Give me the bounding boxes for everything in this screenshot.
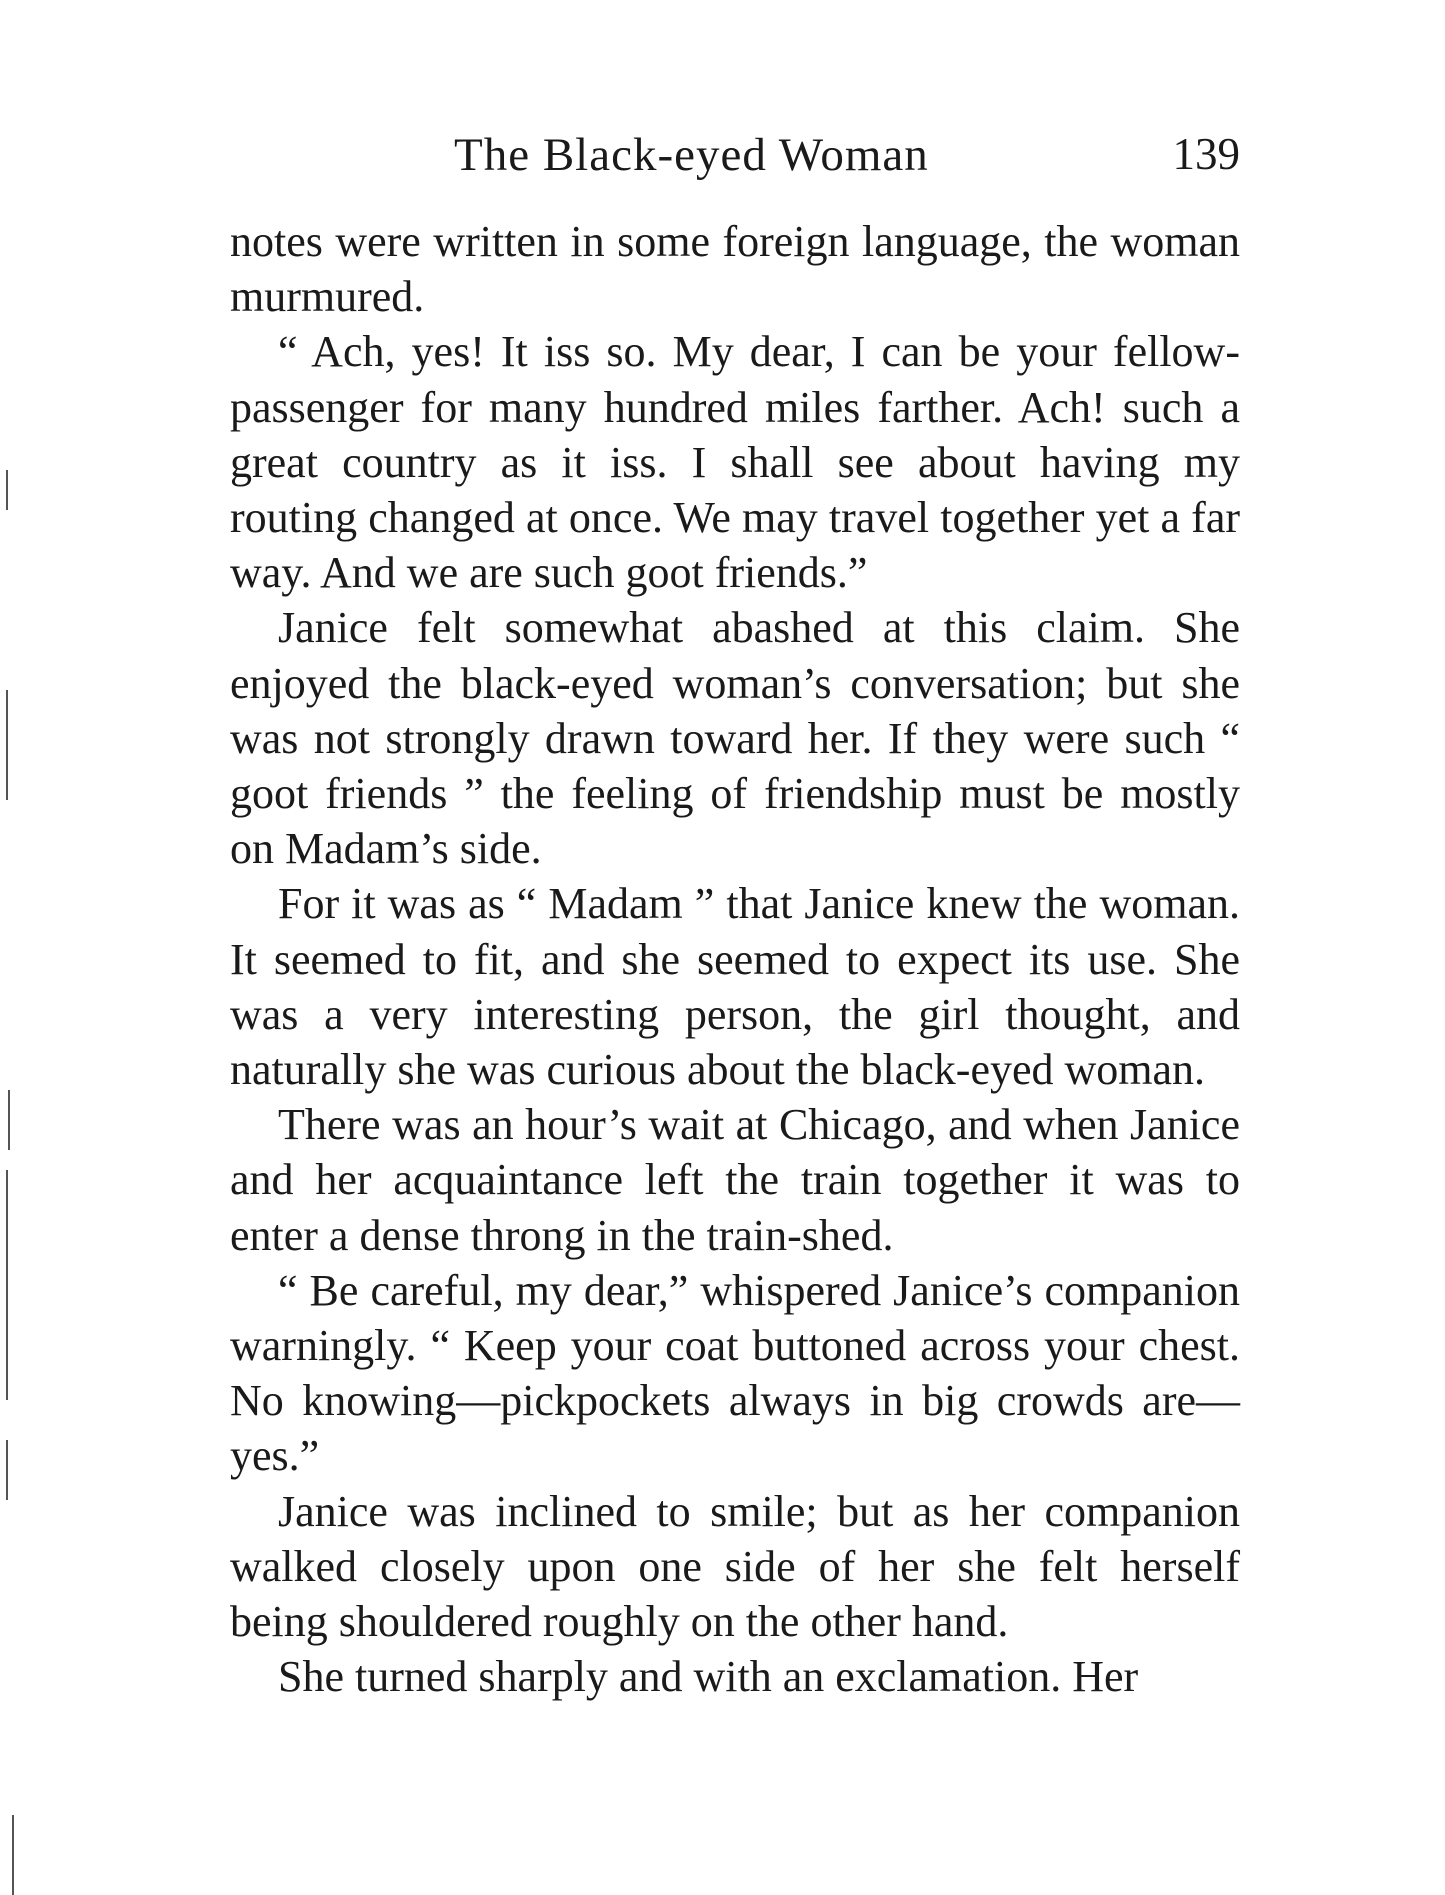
running-head — [230, 128, 1240, 188]
paragraph: “ Ach, yes! It iss so. My dear, I can be your fellow-passenger for many hundred miles farther. Ach! such a great country as it iss. I shall see about having my routing changed at once. We may travel together yet a far way. And we are such goot friends.” — [230, 327, 1240, 598]
scan-mark — [6, 1170, 8, 1400]
running-title: The Black-eyed Woman — [454, 129, 929, 181]
scan-mark — [12, 1815, 14, 1895]
paragraph: For it was as “ Madam ” that Janice knew the woman. It seemed to fit, and she seemed to expect its use. She was a very interesting person, the girl thought, and naturally she was curious about the black-eyed woman. — [230, 879, 1240, 1095]
scan-mark — [6, 1440, 8, 1500]
paragraph: Janice was inclined to smile; but as her companion walked closely upon one side of her she felt herself being shouldered roughly on the other hand. — [230, 1486, 1240, 1647]
page-number: 139 — [1172, 129, 1240, 179]
body-text — [230, 214, 1240, 1704]
scan-mark — [6, 690, 8, 800]
scan-mark — [6, 470, 8, 510]
paragraph: There was an hour’s wait at Chicago, and when Janice and her acquaintance left the train together it was to enter a dense throng in the train-shed. — [230, 1100, 1240, 1260]
paragraph: Janice felt somewhat abashed at this claim. She enjoyed the black-eyed woman’s conversation; but she was not strongly drawn toward her. If they were such “ goot friends ” the feeling of friendship must be mostly on Madam’s side. — [230, 603, 1240, 874]
paragraph: “ Be careful, my dear,” whispered Janice’s companion warningly. “ Keep your coat buttoned across your chest. No knowing—pickpockets always in big crowds are—yes.” — [230, 1265, 1240, 1481]
scan-mark — [8, 1090, 10, 1150]
paragraph: notes were written in some foreign language, the woman murmured. — [230, 217, 1240, 322]
paragraph: She turned sharply and with an exclamation. Her — [278, 1652, 1139, 1702]
